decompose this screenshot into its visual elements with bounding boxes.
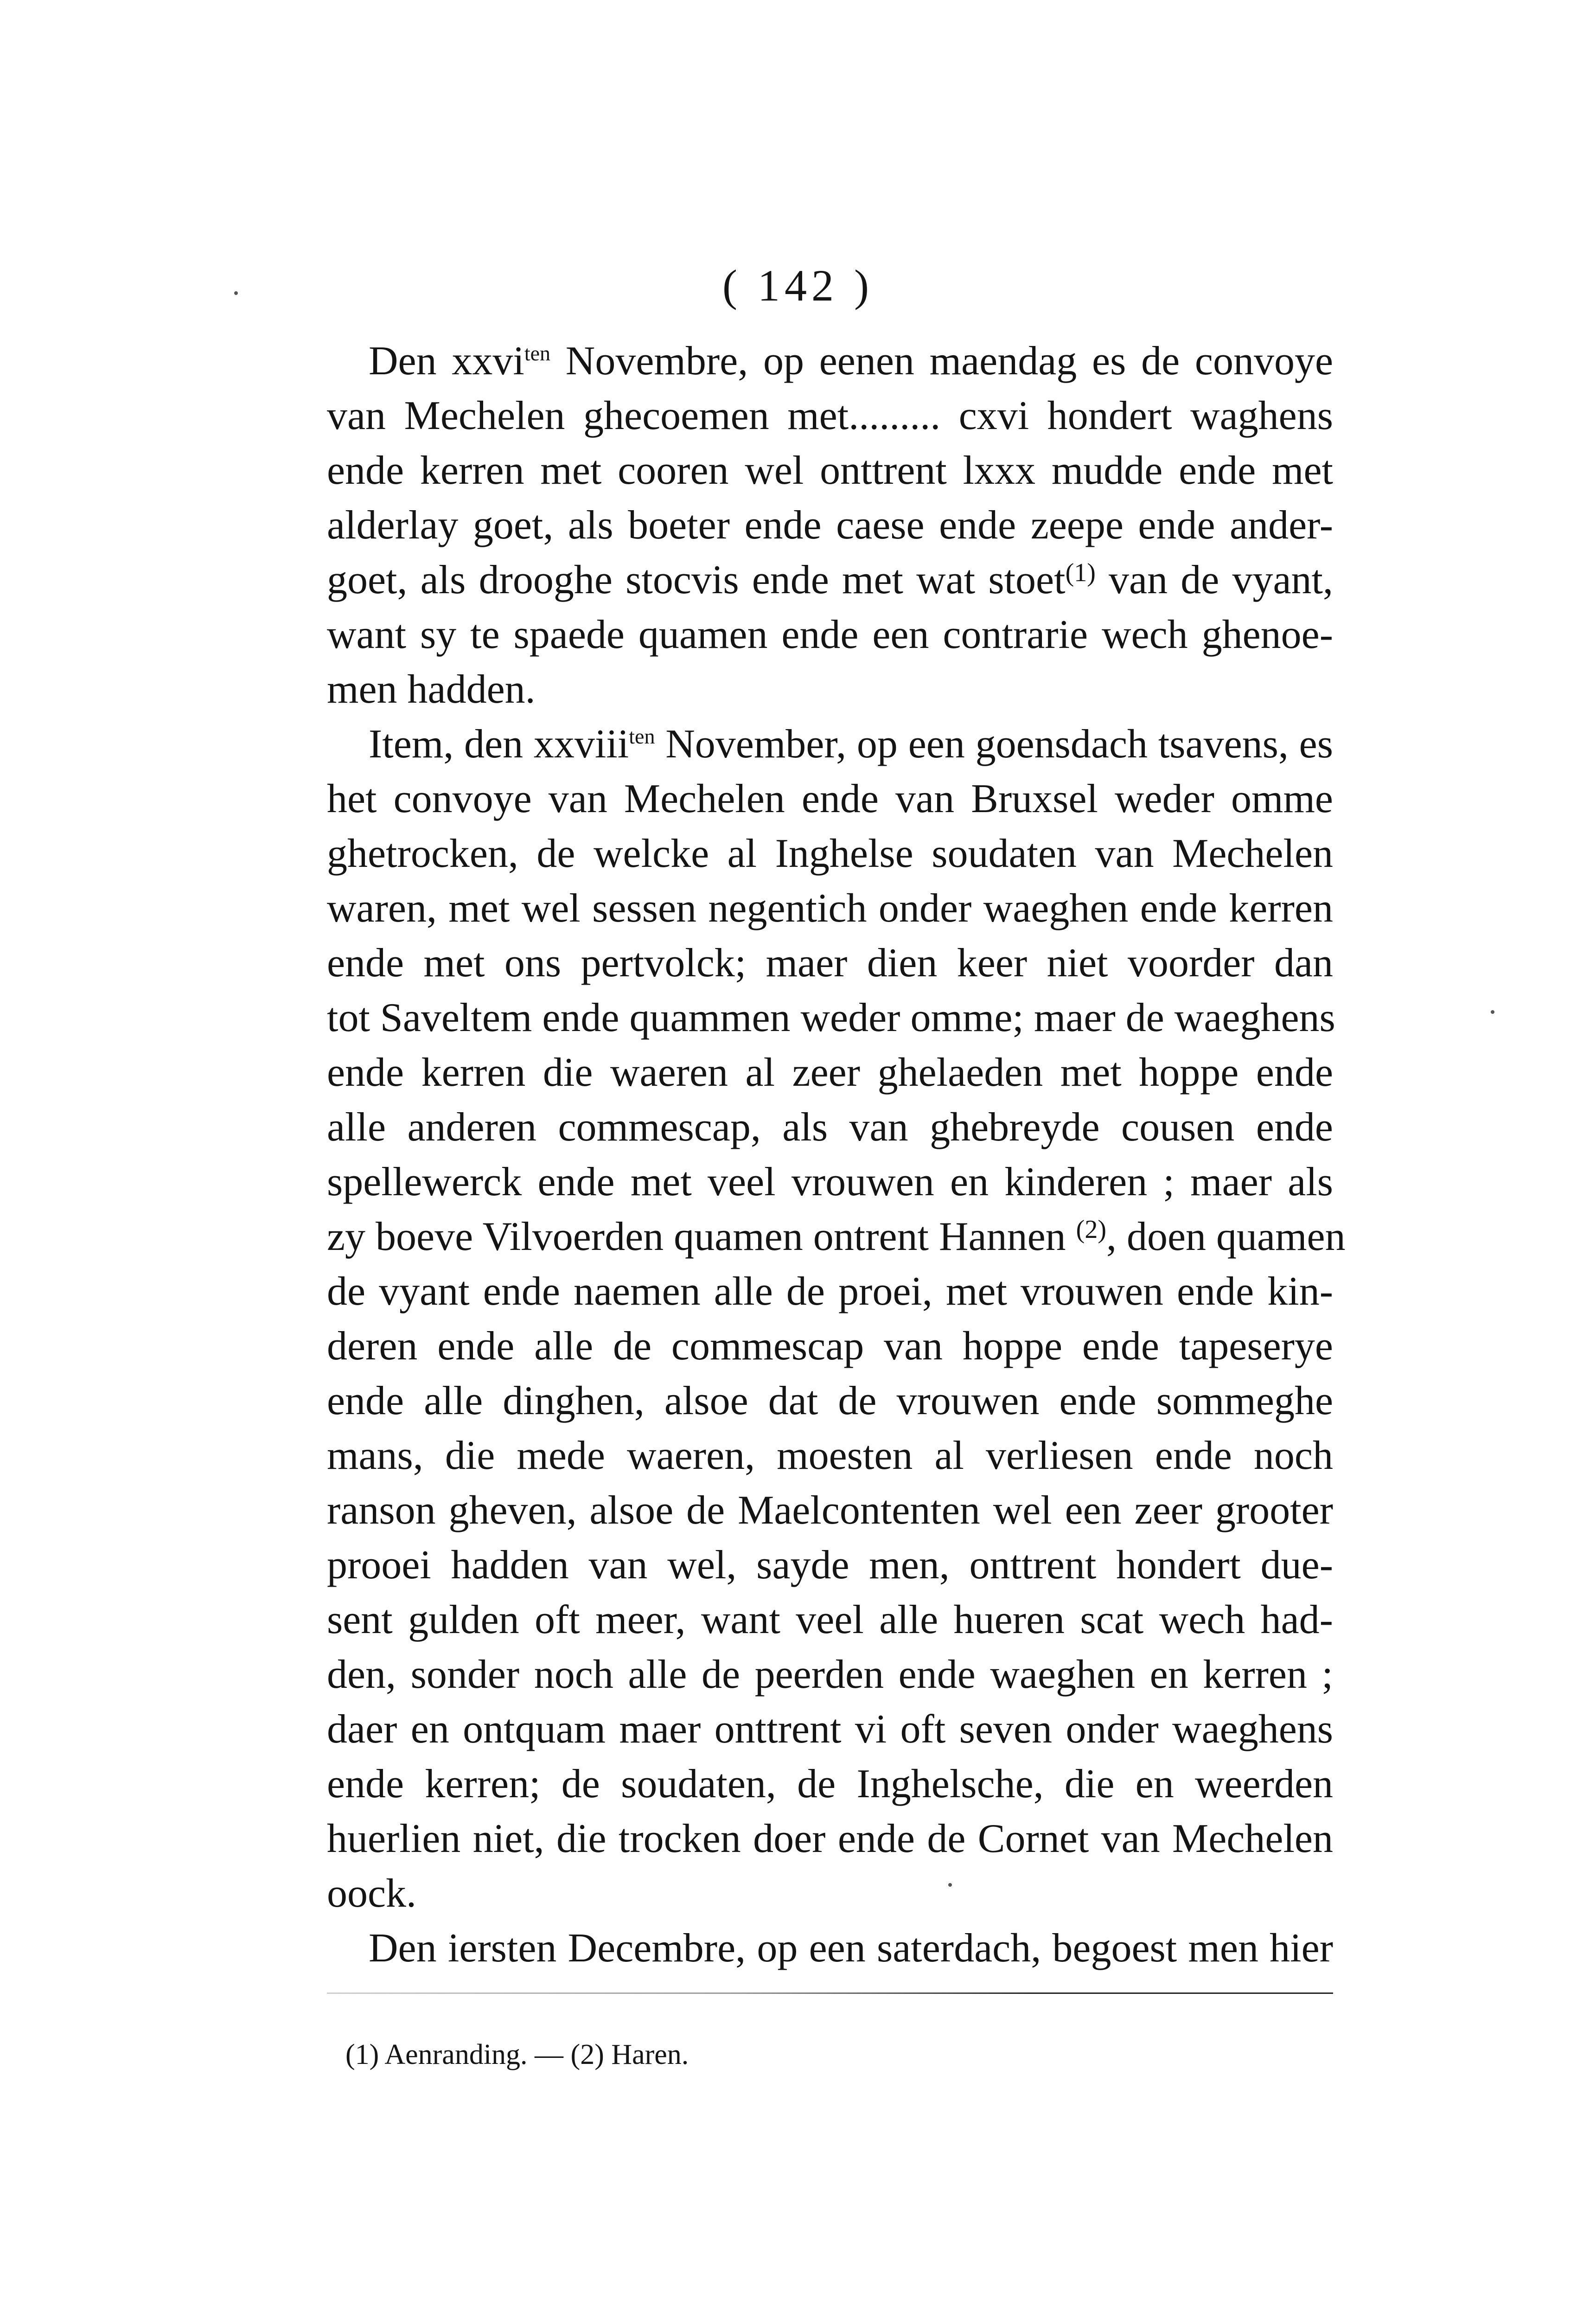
- text-line: ende met ons pertvolck; maer dien keer niet voorder dan: [327, 941, 1333, 986]
- text-line: deren ende alle de commescap van hoppe ende tapeserye: [327, 1324, 1333, 1369]
- text-line: den, sonder noch alle de peerden ende waeghen en kerren ;: [327, 1652, 1333, 1697]
- text-line: Item, den xxviii$^{ten}$ November, op een goensdach tsavens, es: [369, 722, 1333, 767]
- text-line: zy boeve Vilvoerden quamen ontrent Hannen $^{(2)}$, doen quamen: [327, 1214, 1346, 1259]
- page-number: ( 142 ): [722, 261, 874, 310]
- text-line: prooei hadden van wel, sayde men, onttrent hondert due-: [327, 1543, 1333, 1588]
- footnote-ref: (2): [1076, 1215, 1106, 1244]
- text-line: ende alle dinghen, alsoe dat de vrouwen ende sommeghe: [327, 1378, 1333, 1423]
- footnote-ref: (1): [1065, 558, 1096, 587]
- text-line: waren, met wel sessen negentich onder waeghen ende kerren: [327, 886, 1333, 931]
- text-line: tot Saveltem ende quammen weder omme; maer de waeghens: [327, 995, 1335, 1040]
- body-text: [327, 334, 1346, 1976]
- text-line: sent gulden oft meer, want veel alle hueren scat wech had-: [327, 1597, 1333, 1642]
- text-line: ende kerren met cooren wel onttrent lxxx mudde ende met: [327, 448, 1333, 493]
- text-line: ende kerren; de soudaten, de Inghelsche, die en weerden: [327, 1762, 1333, 1807]
- text-line: Den iersten Decembre, op een saterdach, begoest men hier: [369, 1926, 1333, 1971]
- text-line: goet, als drooghe stocvis ende met wat stoet$^{(1)}$ van de vyant,: [327, 557, 1333, 602]
- footnote-divider: [327, 1992, 1333, 1994]
- text-line: ende kerren die waeren al zeer ghelaeden met hoppe ende: [327, 1050, 1333, 1095]
- print-speck: [1491, 1010, 1494, 1014]
- text-line: alle anderen commescap, als van ghebreyde cousen ende: [327, 1105, 1333, 1150]
- text-line: huerlien niet, die trocken doer ende de Cornet van Mechelen: [327, 1816, 1333, 1861]
- text-line: Den xxvi$^{ten}$ Novembre, op eenen maendag es de convoye: [369, 339, 1333, 384]
- text-line: mans, die mede waeren, moesten al verliesen ende noch: [327, 1433, 1333, 1478]
- text-line: spellewerck ende met veel vrouwen en kinderen ; maer als: [327, 1160, 1333, 1204]
- text-line: het convoye van Mechelen ende van Bruxsel weder omme: [327, 776, 1333, 821]
- text-line: daer en ontquam maer onttrent vi oft seven onder waeghens: [327, 1707, 1333, 1752]
- text-line: want sy te spaede quamen ende een contrarie wech ghenoe-: [327, 612, 1333, 657]
- text-line: ghetrocken, de welcke al Inghelse soudaten van Mechelen: [327, 831, 1333, 876]
- text-line: van Mechelen ghecoemen met......... cxvi hondert waghens: [327, 393, 1333, 438]
- text-line: alderlay goet, als boeter ende caese ende zeepe ende ander-: [327, 503, 1333, 548]
- text-line: men hadden.: [327, 667, 536, 712]
- print-speck: [948, 1883, 952, 1887]
- footnotes: (1) Aenranding. — (2) Haren.: [345, 2039, 689, 2070]
- print-speck: [234, 291, 238, 295]
- text-line: oock.: [327, 1871, 417, 1916]
- text-line: ranson gheven, alsoe de Maelcontenten wel een zeer grooter: [327, 1488, 1333, 1533]
- text-line: de vyant ende naemen alle de proei, met vrouwen ende kin-: [327, 1269, 1333, 1314]
